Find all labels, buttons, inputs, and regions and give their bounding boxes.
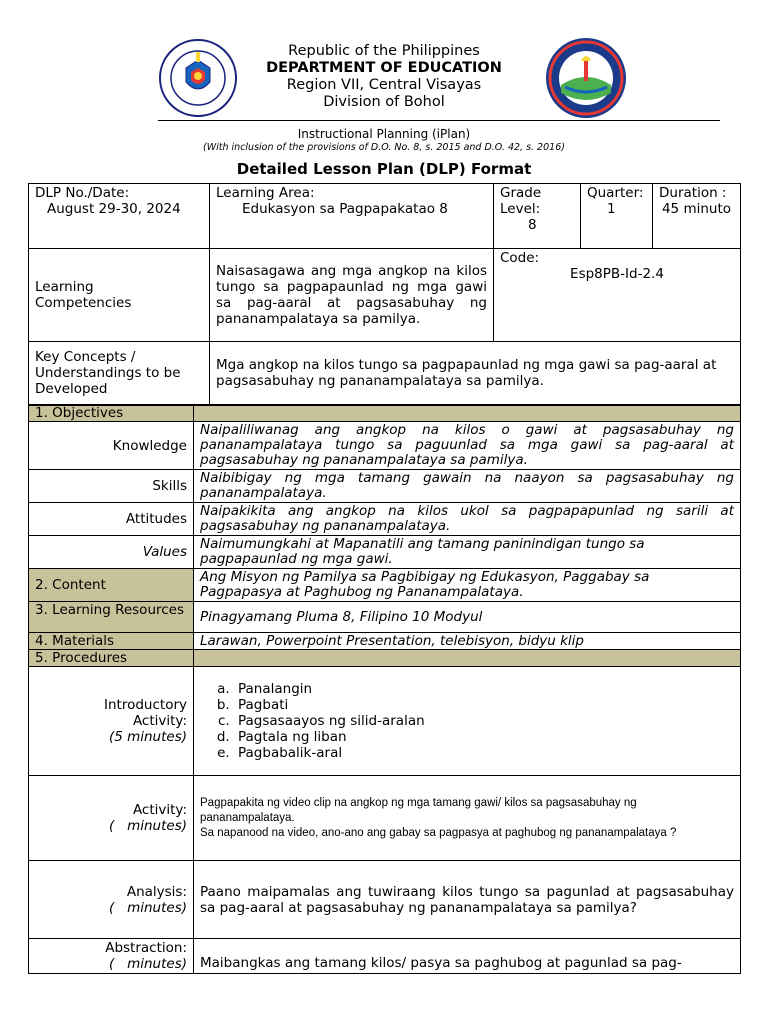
procedures-header: 5. Procedures [29,650,194,667]
content-value: Ang Misyon ng Pamilya sa Pagbibigay ng Edukasyon, Paggabay sa Pagpapasya at Paghubog ng Pananampalataya. [194,569,741,602]
analysis-label: Analysis: [126,883,187,900]
lesson-table [28,405,741,974]
introductory-label-2: Activity: [132,713,187,729]
activity-line-2: Sa napanood na video, ano-ano ang gabay sa pagpasya at paghubog ng pananampalataya ? [200,826,677,839]
values-value: Naimumungkahi at Mapanatili ang tamang paninindigan tungo sa pagpapaunlad ng mga gawi. [194,536,741,569]
introductory-label: Introductory [104,697,187,713]
abstraction-label: Abstraction: [105,940,187,956]
header-divider [158,120,720,121]
analysis-label-cell [29,861,194,939]
duration-label: Duration : [659,185,727,201]
skills-label: Skills [29,470,194,503]
values-label: Values [29,536,194,569]
iplan-subtitle: Instructional Planning (iPlan) [297,127,471,141]
list-item: d. Pagtala ng liban [234,729,734,745]
learning-area-label: Learning Area: [216,185,315,201]
quarter-cell [581,184,653,249]
grade-cell [494,184,581,249]
resources-value: Pinagyamang Pluma 8, Filipino 10 Modyul [194,602,741,633]
code-label: Code: [500,250,540,266]
objectives-header: 1. Objectives [29,406,194,422]
analysis-minutes: ( minutes) [108,899,187,916]
key-concepts-value: Mga angkop na kilos tungo sa pagpapaunlad ng mga gawi sa pag-aaral at pagsasabuhay ng pananampalataya sa pamilya. [210,342,741,405]
quarter-label: Quarter: [587,185,644,201]
header-department: DEPARTMENT OF EDUCATION [266,60,502,76]
activity-line-1: Pagpapakita ng video clip na angkop ng mga tamang gawi/ kilos sa pagsasabuhay ng pananampalataya. [200,796,637,824]
knowledge-label: Knowledge [29,422,194,470]
materials-value: Larawan, Powerpoint Presentation, telebisyon, bidyu klip [194,633,741,650]
attitudes-value: Naipakikita ang angkop na kilos ukol sa pagpapapunlad ng sarili at pagsasabuhay ng pananampalataya. [194,503,741,536]
quarter-value: 1 [607,201,616,217]
procedures-header-fill [194,650,741,667]
introductory-content [194,667,741,776]
introductory-list [200,681,734,761]
attitudes-label: Attitudes [29,503,194,536]
activity-content [194,776,741,861]
content-label: 2. Content [29,569,194,602]
abstraction-value: Maibangkas ang tamang kilos/ pasya sa paghubog at pagunlad sa pag- [194,939,741,974]
list-item: a. Panalangin [234,681,734,697]
objectives-header-fill [194,406,741,422]
introductory-label-cell [29,667,194,776]
dlp-label: DLP No./Date: [35,185,130,201]
analysis-value: Paano maipamalas ang tuwiraang kilos tungo sa pagunlad at pagsasabuhay sa pag-aaral at pagsasabuhay ng pananampalataya sa pamilya? [194,861,741,939]
activity-label-cell [29,776,194,861]
activity-label: Activity: [132,802,187,818]
dlp-cell [29,184,210,249]
header-republic: Republic of the Philippines [288,43,480,59]
header-division: Division of Bohol [323,94,445,110]
competencies-label-cell [29,249,210,342]
iplan-note: (With inclusion of the provisions of D.O. No. 8, s. 2015 and D.O. 42, s. 2016) [203,142,565,153]
competencies-label: Learning Competencies [35,279,132,311]
activity-minutes: ( minutes) [108,818,187,834]
code-value: Esp8PB-Id-2.4 [570,266,664,282]
dlp-value: August 29-30, 2024 [47,201,181,217]
dlp-title: Detailed Lesson Plan (DLP) Format [236,160,532,178]
abstraction-minutes: ( minutes) [108,956,187,972]
grade-label: Grade Level: [500,185,542,217]
knowledge-value: Naipaliliwanag ang angkop na kilos o gawi at pagsasabuhay ng pananampalataya tungo sa paguunlad sa mga gawi sa pag-aaral at pagsasabuhay ng pananampalataya sa pamilya. [194,422,741,470]
duration-value: 45 minuto [661,201,732,217]
learning-area-cell [210,184,494,249]
abstraction-label-cell [29,939,194,974]
info-table [28,183,741,405]
code-cell [494,249,741,342]
list-item: c. Pagsasaayos ng silid-aralan [234,713,734,729]
key-concepts-label: Key Concepts / Understandings to be Developed [29,342,210,405]
materials-label: 4. Materials [29,633,194,650]
learning-area-value: Edukasyon sa Pagpapakatao 8 [242,201,448,217]
competencies-value: Naisasagawa ang mga angkop na kilos tungo sa pagpapaunlad ng mga gawi sa pag-aaral at pagsasabuhay ng pananampalataya sa pamilya. [210,249,494,342]
resources-label: 3. Learning Resources [29,602,194,633]
grade-value: 8 [528,217,537,233]
list-item: e. Pagbabalik-aral [234,745,734,761]
duration-cell [653,184,741,249]
introductory-minutes: (5 minutes) [108,729,187,745]
skills-value: Naibibigay ng mga tamang gawain na naayon sa pagsasabuhay ng pananampalataya. [194,470,741,503]
list-item: b. Pagbati [234,697,734,713]
header-region: Region VII, Central Visayas [286,77,482,93]
